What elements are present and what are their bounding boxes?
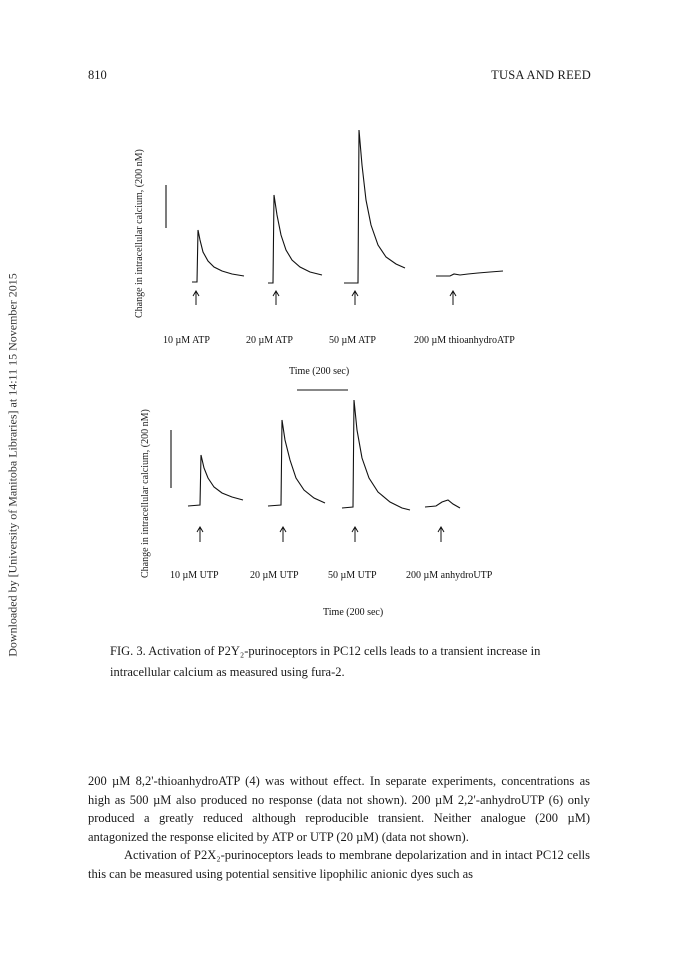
panel-b-arrow-2 — [280, 527, 286, 542]
panel-a-trace-4 — [436, 271, 503, 276]
panel-b-trace-2 — [268, 420, 325, 506]
panel-b-arrow-4 — [438, 527, 444, 542]
body-text — [88, 772, 590, 883]
page-number: 810 — [88, 68, 107, 82]
panel-b-label-2: 20 µM UTP — [250, 570, 299, 581]
panel-b-y-axis-label: Change in intracellular calcium, (200 nM) — [140, 409, 151, 578]
figure-caption — [110, 641, 580, 683]
panel-b-time-label: Time (200 sec) — [323, 607, 384, 618]
panel-a-arrow-3 — [352, 291, 358, 305]
running-head: TUSA AND REED — [491, 68, 591, 82]
panel-b-trace-3 — [342, 400, 410, 510]
paragraph-2: Activation of P2X₂-purinoceptors leads to membrane depolarization and in intact PC12 cells this can be measured using potential sensitive lipophilic anionic dyes such as — [88, 848, 590, 881]
panel-b-trace-4 — [425, 500, 460, 508]
panel-b-label-1: 10 µM UTP — [170, 570, 219, 581]
panel-a-arrow-4 — [450, 291, 456, 305]
panel-b-label-3: 50 µM UTP — [328, 570, 377, 581]
panel-b-label-4: 200 µM anhydroUTP — [406, 570, 493, 581]
panel-a-label-1: 10 µM ATP — [163, 335, 210, 346]
panel-a-label-4: 200 µM thioanhydroATP — [414, 335, 515, 346]
panel-a-arrow-2 — [273, 291, 279, 305]
panel-a-y-axis-label: Change in intracellular calcium, (200 nM) — [134, 149, 145, 318]
panel-a-label-2: 20 µM ATP — [246, 335, 293, 346]
paragraph-1: 200 µM 8,2'-thioanhydroATP (4) was without effect. In separate experiments, concentrations as high as 500 µM also produced no response (data not shown). 200 µM 2,2'-anhydroUTP (6) only produced a greatly reduced although reproducible transient. Neither analogue (200 µM) antagonized the response elicited by ATP or UTP (20 µM) (data not shown). — [88, 774, 590, 844]
caption-line-2: intracellular calcium as measured using fura-2. — [110, 665, 345, 679]
panel-b-trace-1 — [188, 455, 243, 506]
caption-line-1: FIG. 3. Activation of P2Y₂-purinoceptors in PC12 cells leads to a transient increase in — [110, 644, 541, 658]
panel-a-trace-2 — [268, 195, 322, 283]
panel-a-trace-3 — [344, 130, 405, 283]
panel-b-arrow-1 — [197, 527, 203, 542]
panel-a-trace-1 — [192, 230, 244, 282]
panel-b-arrow-3 — [352, 527, 358, 542]
panel-a-label-3: 50 µM ATP — [329, 335, 376, 346]
panel-a-arrow-1 — [193, 291, 199, 305]
panel-a-time-label: Time (200 sec) — [289, 366, 350, 377]
download-watermark-text: Downloaded by [University of Manitoba Libraries] at 14:11 15 November 2015 — [5, 273, 20, 657]
